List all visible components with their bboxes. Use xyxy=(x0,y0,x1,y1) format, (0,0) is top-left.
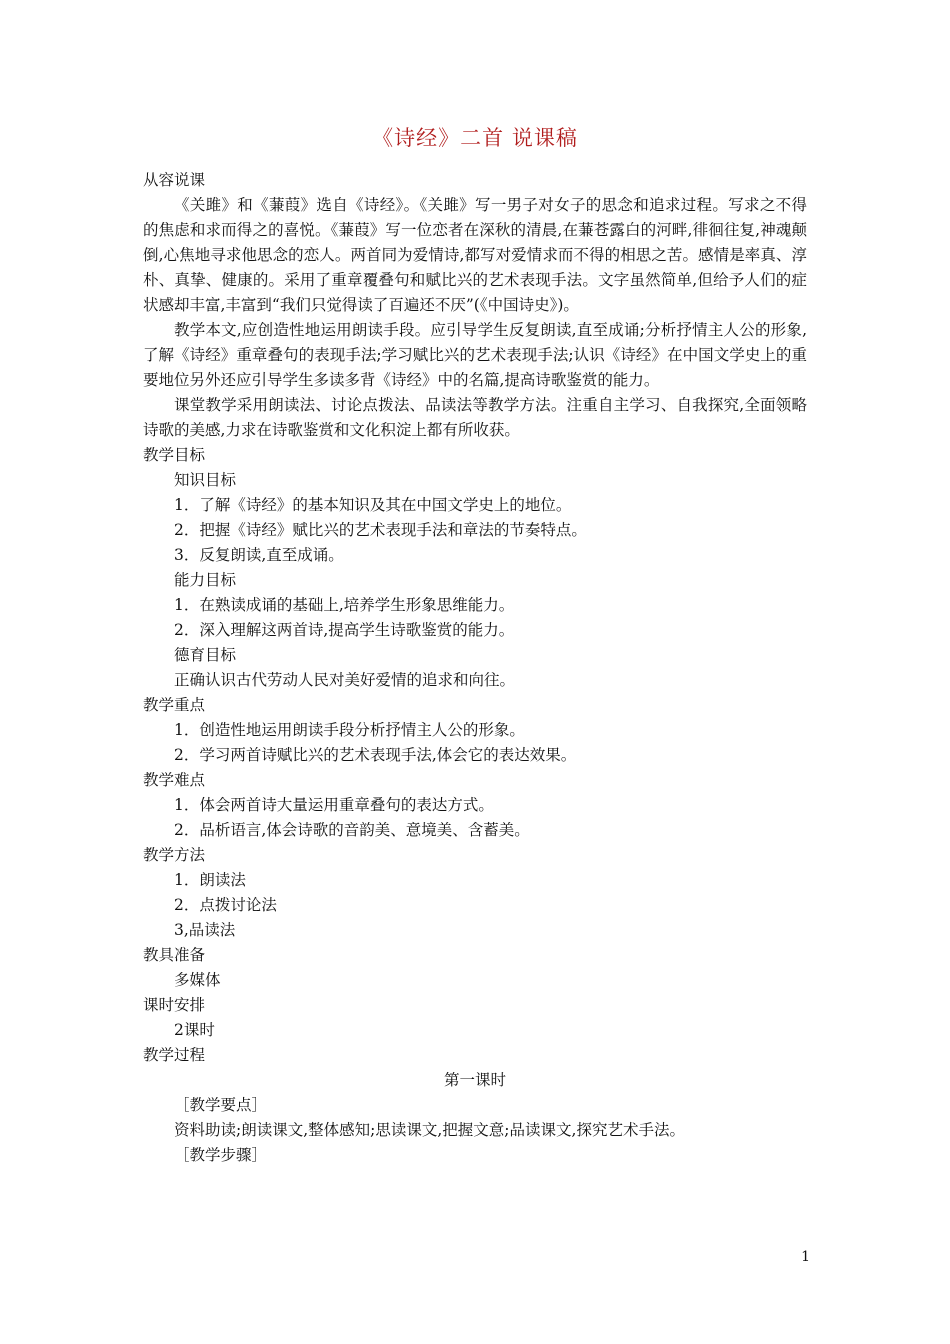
subheading-knowledge: 知识目标 xyxy=(174,471,237,489)
intro-paragraph-3: 课堂教学采用朗读法、讨论点拨法、品读法等教学方法。注重自主学习、自我探究,全面领略诗歌的美感,力求在诗歌鉴赏和文化积淀上都有所收获。 xyxy=(143,396,807,439)
list-item: 3,品读法 xyxy=(174,921,236,939)
list-item: 2．学习两首诗赋比兴的艺术表现手法,体会它的表达效果。 xyxy=(174,746,577,764)
section-heading-schedule: 课时安排 xyxy=(143,996,206,1014)
list-item: 1．创造性地运用朗读手段分析抒情主人公的形象。 xyxy=(174,721,525,739)
page-number: 1 xyxy=(801,1249,810,1265)
lesson-heading: 第一课时 xyxy=(443,1071,506,1089)
section-heading-intro: 从容说课 xyxy=(143,171,206,189)
list-item: 2．品析语言,体会诗歌的音韵美、意境美、含蓄美。 xyxy=(174,821,530,839)
points-heading: ［教学要点］ xyxy=(174,1096,268,1114)
intro-paragraph-2: 教学本文,应创造性地运用朗读手段。应引导学生反复朗读,直至成诵;分析抒情主人公的形象,了解《诗经》重章叠句的表现手法;学习赋比兴的艺术表现手法;认识《诗经》在中国文学史上的重要地位另外还应引导学生多读多背《诗经》中的名篇,提高诗歌鉴赏的能力。 xyxy=(143,321,807,389)
schedule-text: 2课时 xyxy=(174,1021,215,1039)
list-item: 1．在熟读成诵的基础上,培养学生形象思维能力。 xyxy=(174,596,515,614)
section-heading-tools: 教具准备 xyxy=(143,946,206,964)
section-heading-difficulty: 教学难点 xyxy=(143,771,206,789)
document-title: 《诗经》二首 说课稿 xyxy=(372,126,578,150)
section-heading-key: 教学重点 xyxy=(143,696,206,714)
list-item: 2．把握《诗经》赋比兴的艺术表现手法和章法的节奏特点。 xyxy=(174,521,587,539)
list-item: 2．点拨讨论法 xyxy=(174,896,277,914)
tools-text: 多媒体 xyxy=(174,971,221,989)
document-body xyxy=(143,168,807,1168)
section-heading-goals: 教学目标 xyxy=(143,446,206,464)
list-item: 3．反复朗读,直至成诵。 xyxy=(174,546,344,564)
subheading-moral: 德育目标 xyxy=(174,646,237,664)
steps-heading: ［教学步骤］ xyxy=(174,1146,268,1164)
moral-text: 正确认识古代劳动人民对美好爱情的追求和向往。 xyxy=(174,671,516,689)
list-item: 1．体会两首诗大量运用重章叠句的表达方式。 xyxy=(174,796,494,814)
intro-paragraph-1: 《关雎》和《蒹葭》选自《诗经》。《关雎》写一男子对女子的思念和追求过程。写求之不得的焦虑和求而得之的喜悦。《蒹葭》写一位恋者在深秋的清晨,在蒹苍露白的河畔,徘徊往复,神魂颠倒,心焦地寻求他思念的恋人。两首同为爱情诗,都写对爱情求而不得的相思之苦。感情是率真、淳朴、真挚、健康的。采用了重章覆叠句和赋比兴的艺术表现手法。文字虽然简单,但给予人们的症状感却丰富,丰富到“我们只觉得读了百遍还不厌”(《中国诗史》)。 xyxy=(143,196,807,314)
section-heading-process: 教学过程 xyxy=(143,1046,206,1064)
section-heading-method: 教学方法 xyxy=(143,846,206,864)
list-item: 1．了解《诗经》的基本知识及其在中国文学史上的地位。 xyxy=(174,496,572,514)
subheading-ability: 能力目标 xyxy=(174,571,237,589)
points-text: 资料助读;朗读课文,整体感知;思读课文,把握文意;品读课文,探究艺术手法。 xyxy=(174,1121,685,1139)
list-item: 2．深入理解这两首诗,提高学生诗歌鉴赏的能力。 xyxy=(174,621,515,639)
list-item: 1．朗读法 xyxy=(174,871,246,889)
